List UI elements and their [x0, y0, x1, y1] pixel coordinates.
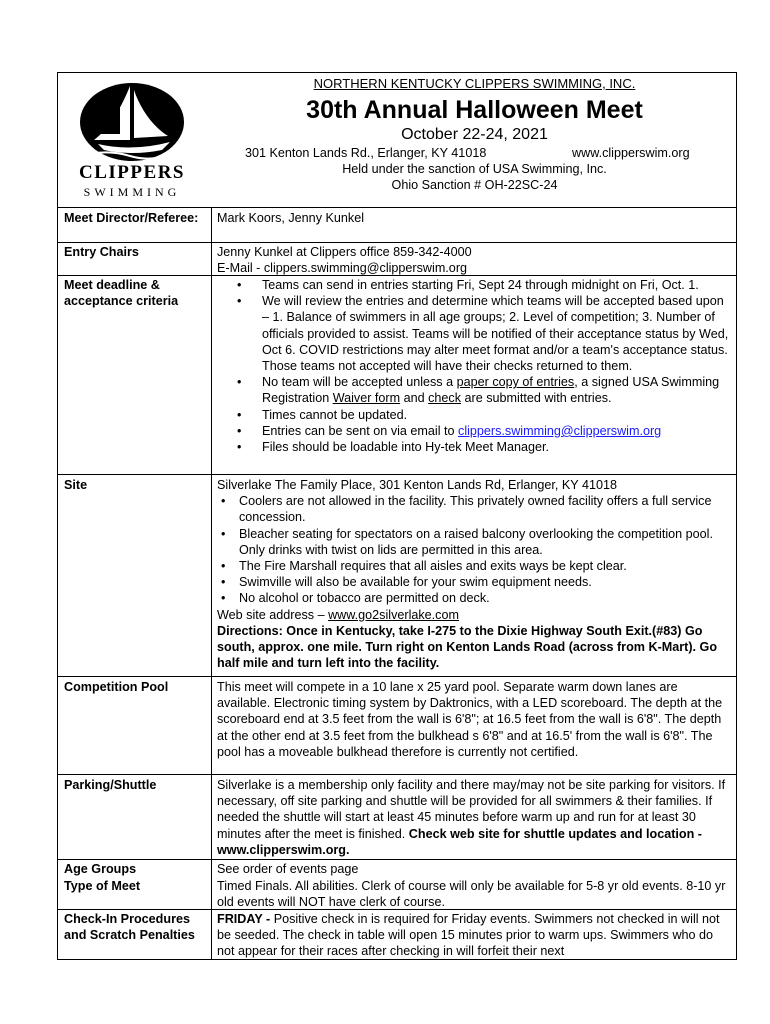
site-bullet: • Coolers are not allowed in the facility. This privately owned facility offers a full service concession.	[217, 493, 732, 525]
parking-web-note: Check web site for shuttle updates and location - www.clipperswim.org.	[217, 826, 702, 857]
site-content	[217, 477, 732, 671]
row-divider	[57, 474, 737, 475]
checkin-label: Check-In Procedures and Scratch Penalties	[64, 912, 195, 942]
clippers-logo	[70, 78, 195, 200]
row-divider	[57, 676, 737, 677]
organization-name: NORTHERN KENTUCKY CLIPPERS SWIMMING, INC.	[313, 76, 636, 91]
deadline-bullet: • Teams can send in entries starting Fri, Sept 24 through midnight on Fri, Oct. 1.	[217, 277, 732, 293]
site-bullet: • Swimville will also be available for your swim equipment needs.	[217, 574, 732, 590]
sanction-number: Ohio Sanction # OH-22SC-24	[391, 178, 558, 192]
deadline-bullet: • We will review the entries and determine which teams will be accepted based upon – 1. Balance of swimmers in all age groups; 2. Level of competition; 3. Number of officials provided to assist. Teams will be notified of their acceptance status by Wed, Oct 6. COVID restrictions may alter meet format and/or a team's acceptance status. Those teams not accepted will have their checks returned to them.	[217, 293, 732, 374]
row-divider	[57, 207, 737, 208]
pool-description: This meet will compete in a 10 lane x 25 yard pool. Separate warm down lanes are available. Electronic timing system by Daktronics, with a LED scoreboard. The depth at the scoreboard end at 3.5 feet from the wall is 6'8"; at 16.5 feet from the wall is 6'8". The depth at the other end at 3.5 feet from the bulkhead s 6'8" and at 16.5' from the wall is 6'8". The pool has a moveable bulkhead therefore is currently not certified.	[217, 680, 723, 759]
site-web-address: Web site address – www.go2silverlake.com	[217, 607, 459, 622]
silverlake-link[interactable]: www.go2silverlake.com	[328, 607, 459, 622]
meet-title: 30th Annual Halloween Meet	[306, 96, 643, 124]
paper-copy-text: paper copy of entries	[456, 375, 575, 390]
site-bullet: • Bleacher seating for spectators on a raised balcony overlooking the competition pool. Only drinks with twist on lids are permitted in this area.	[217, 526, 732, 558]
check-text: check	[428, 391, 462, 406]
row-divider	[57, 774, 737, 775]
entry-chairs-label: Entry Chairs	[64, 245, 139, 259]
checkin-text: Positive check in is required for Friday events. Swimmers not checked in will not be seeded. The check in table will open 15 minutes prior to warm ups. Swimmers who do not appear for their races after checking in will forfeit their next	[217, 912, 720, 959]
parking-content	[217, 777, 732, 858]
site-bullet: • The Fire Marshall requires that all aisles and exits ways be kept clear.	[217, 558, 732, 574]
held-under-text: Held under the sanction of USA Swimming, Inc.	[342, 162, 607, 176]
entry-chairs-value	[217, 244, 732, 276]
deadline-bullet: • Files should be loadable into Hy-tek Meet Manager.	[217, 439, 732, 455]
meet-director-value: Mark Koors, Jenny Kunkel	[217, 211, 364, 225]
site-bullet: • No alcohol or tobacco are permitted on deck.	[217, 590, 732, 606]
logo-text-clippers: CLIPPERS	[79, 162, 185, 183]
deadline-bullet: • No team will be accepted unless a paper copy of entries, a signed USA Swimming Registration Waiver form and check are submitted with entries.	[217, 374, 732, 406]
site-label: Site	[64, 478, 88, 492]
meet-website: www.clipperswim.org	[572, 146, 690, 160]
row-divider	[57, 242, 737, 243]
site-directions: Directions: Once in Kentucky, take I-275 to the Dixie Highway South Exit.(#83) Go south, approx. one mile. Turn right on Kenton Lands Road (across from K-Mart). Go half mile and turn left into the facility.	[217, 623, 718, 671]
deadline-content	[217, 277, 732, 455]
type-of-meet-label: Type of Meet	[64, 879, 141, 893]
deadline-bullet: • Entries can be sent on via email to clippers.swimming@clipperswim.org	[217, 423, 732, 439]
meet-address: 301 Kenton Lands Rd., Erlanger, KY 41018	[245, 146, 487, 160]
meet-director-label: Meet Director/Referee:	[64, 211, 199, 225]
site-address: Silverlake The Family Place, 301 Kenton Lands Rd, Erlanger, KY 41018	[217, 478, 617, 492]
entries-email-link[interactable]: clippers.swimming@clipperswim.org	[458, 423, 662, 438]
logo-text-swimming: SWIMMING	[83, 185, 181, 199]
parking-text: Silverlake is a membership only facility and there may/may not be site parking for visitors. If necessary, off site parking and shuttle will be provided for all swimmers & their families. If needed the shuttle will start at least 45 minutes before warm up and run for at least 30 minutes after the meet is finished.	[217, 778, 726, 841]
pool-label: Competition Pool	[64, 680, 169, 694]
checkin-content	[217, 911, 732, 960]
column-divider	[211, 207, 212, 960]
meet-dates: October 22-24, 2021	[401, 126, 548, 143]
row-divider	[57, 859, 737, 860]
waiver-form-text: Waiver form	[332, 391, 401, 406]
entry-chairs-email: E-Mail - clippers.swimming@clipperswim.org	[217, 261, 468, 276]
deadline-bullet: • Times cannot be updated.	[217, 407, 732, 423]
friday-label: FRIDAY -	[217, 912, 274, 926]
entry-chairs-contact: Jenny Kunkel at Clippers office 859-342-4000	[217, 245, 472, 259]
age-groups-value: See order of events page	[217, 862, 359, 876]
type-of-meet-value: Timed Finals. All abilities. Clerk of course will only be available for 5-8 yr old events. 8-10 yr old events will NOT have clerk of course.	[217, 879, 726, 910]
age-groups-label: Age Groups	[64, 862, 137, 876]
parking-label: Parking/Shuttle	[64, 778, 157, 792]
deadline-label: Meet deadline & acceptance criteria	[64, 278, 179, 308]
